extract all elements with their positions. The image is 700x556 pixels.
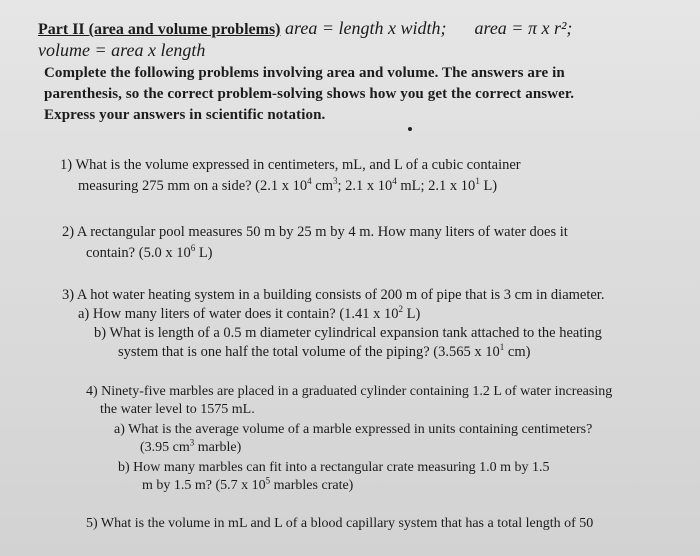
question-1-line-2: measuring 275 mm on a side? (2.1 x $10^4$ $cm^3$; 2.1 x $10^4$ mL; 2.1 x $10^1$ L): [78, 176, 498, 194]
question-3a: a) How many liters of water does it contain? (1.41 x $10^2$ L): [78, 304, 421, 322]
stray-dot: [408, 127, 412, 131]
question-3b-line-1: b) What is length of a 0.5 m diameter cylindrical expansion tank attached to the heating: [94, 325, 602, 341]
instructions-line-3: Express your answers in scientific notation.: [44, 107, 326, 123]
question-3-line-1: 3) A hot water heating system in a building consists of 200 m of pipe that is 3 cm in diameter.: [62, 287, 605, 303]
question-2-line-2: contain? (5.0 x $10^6$ L): [86, 243, 213, 261]
formula-area-circle: area = π x r²;: [474, 18, 573, 38]
header-line-2: [38, 40, 205, 61]
question-4a-line-2: (3.95 $cm^3$ marble): [140, 437, 242, 455]
question-5-line-1: 5) What is the volume in mL and L of a blood capillary system that has a total length of 50: [86, 516, 594, 531]
formula-area-rect: area = length x width;: [280, 18, 447, 38]
question-1-line-1: 1) What is the volume expressed in centimeters, mL, and L of a cubic container: [60, 157, 521, 173]
question-2-line-1: 2) A rectangular pool measures 50 m by 25 m by 4 m. How many liters of water does it: [62, 224, 568, 240]
question-3b-line-2: system that is one half the total volume of the piping? (3.565 x $10^1$ cm): [118, 342, 531, 360]
instructions-line-1: Complete the following problems involving area and volume. The answers are in: [44, 65, 565, 81]
formula-volume: volume = area x length: [38, 40, 206, 60]
part-title: Part II (area and volume problems): [38, 21, 281, 38]
question-4b-line-1: b) How many marbles can fit into a rectangular crate measuring 1.0 m by 1.5: [118, 460, 550, 475]
question-4-line-1: 4) Ninety-five marbles are placed in a graduated cylinder containing 1.2 L of water increasing: [86, 384, 613, 399]
header-line-1: [38, 18, 572, 39]
question-4-line-2: the water level to 1575 mL.: [100, 402, 255, 417]
instructions-line-2: parenthesis, so the correct problem-solving shows how you get the correct answer.: [44, 86, 575, 102]
question-4b-line-2: m by 1.5 m? (5.7 x $10^5$ marbles crate): [142, 475, 354, 493]
question-4a-line-1: a) What is the average volume of a marble expressed in units containing centimeters?: [114, 422, 593, 437]
